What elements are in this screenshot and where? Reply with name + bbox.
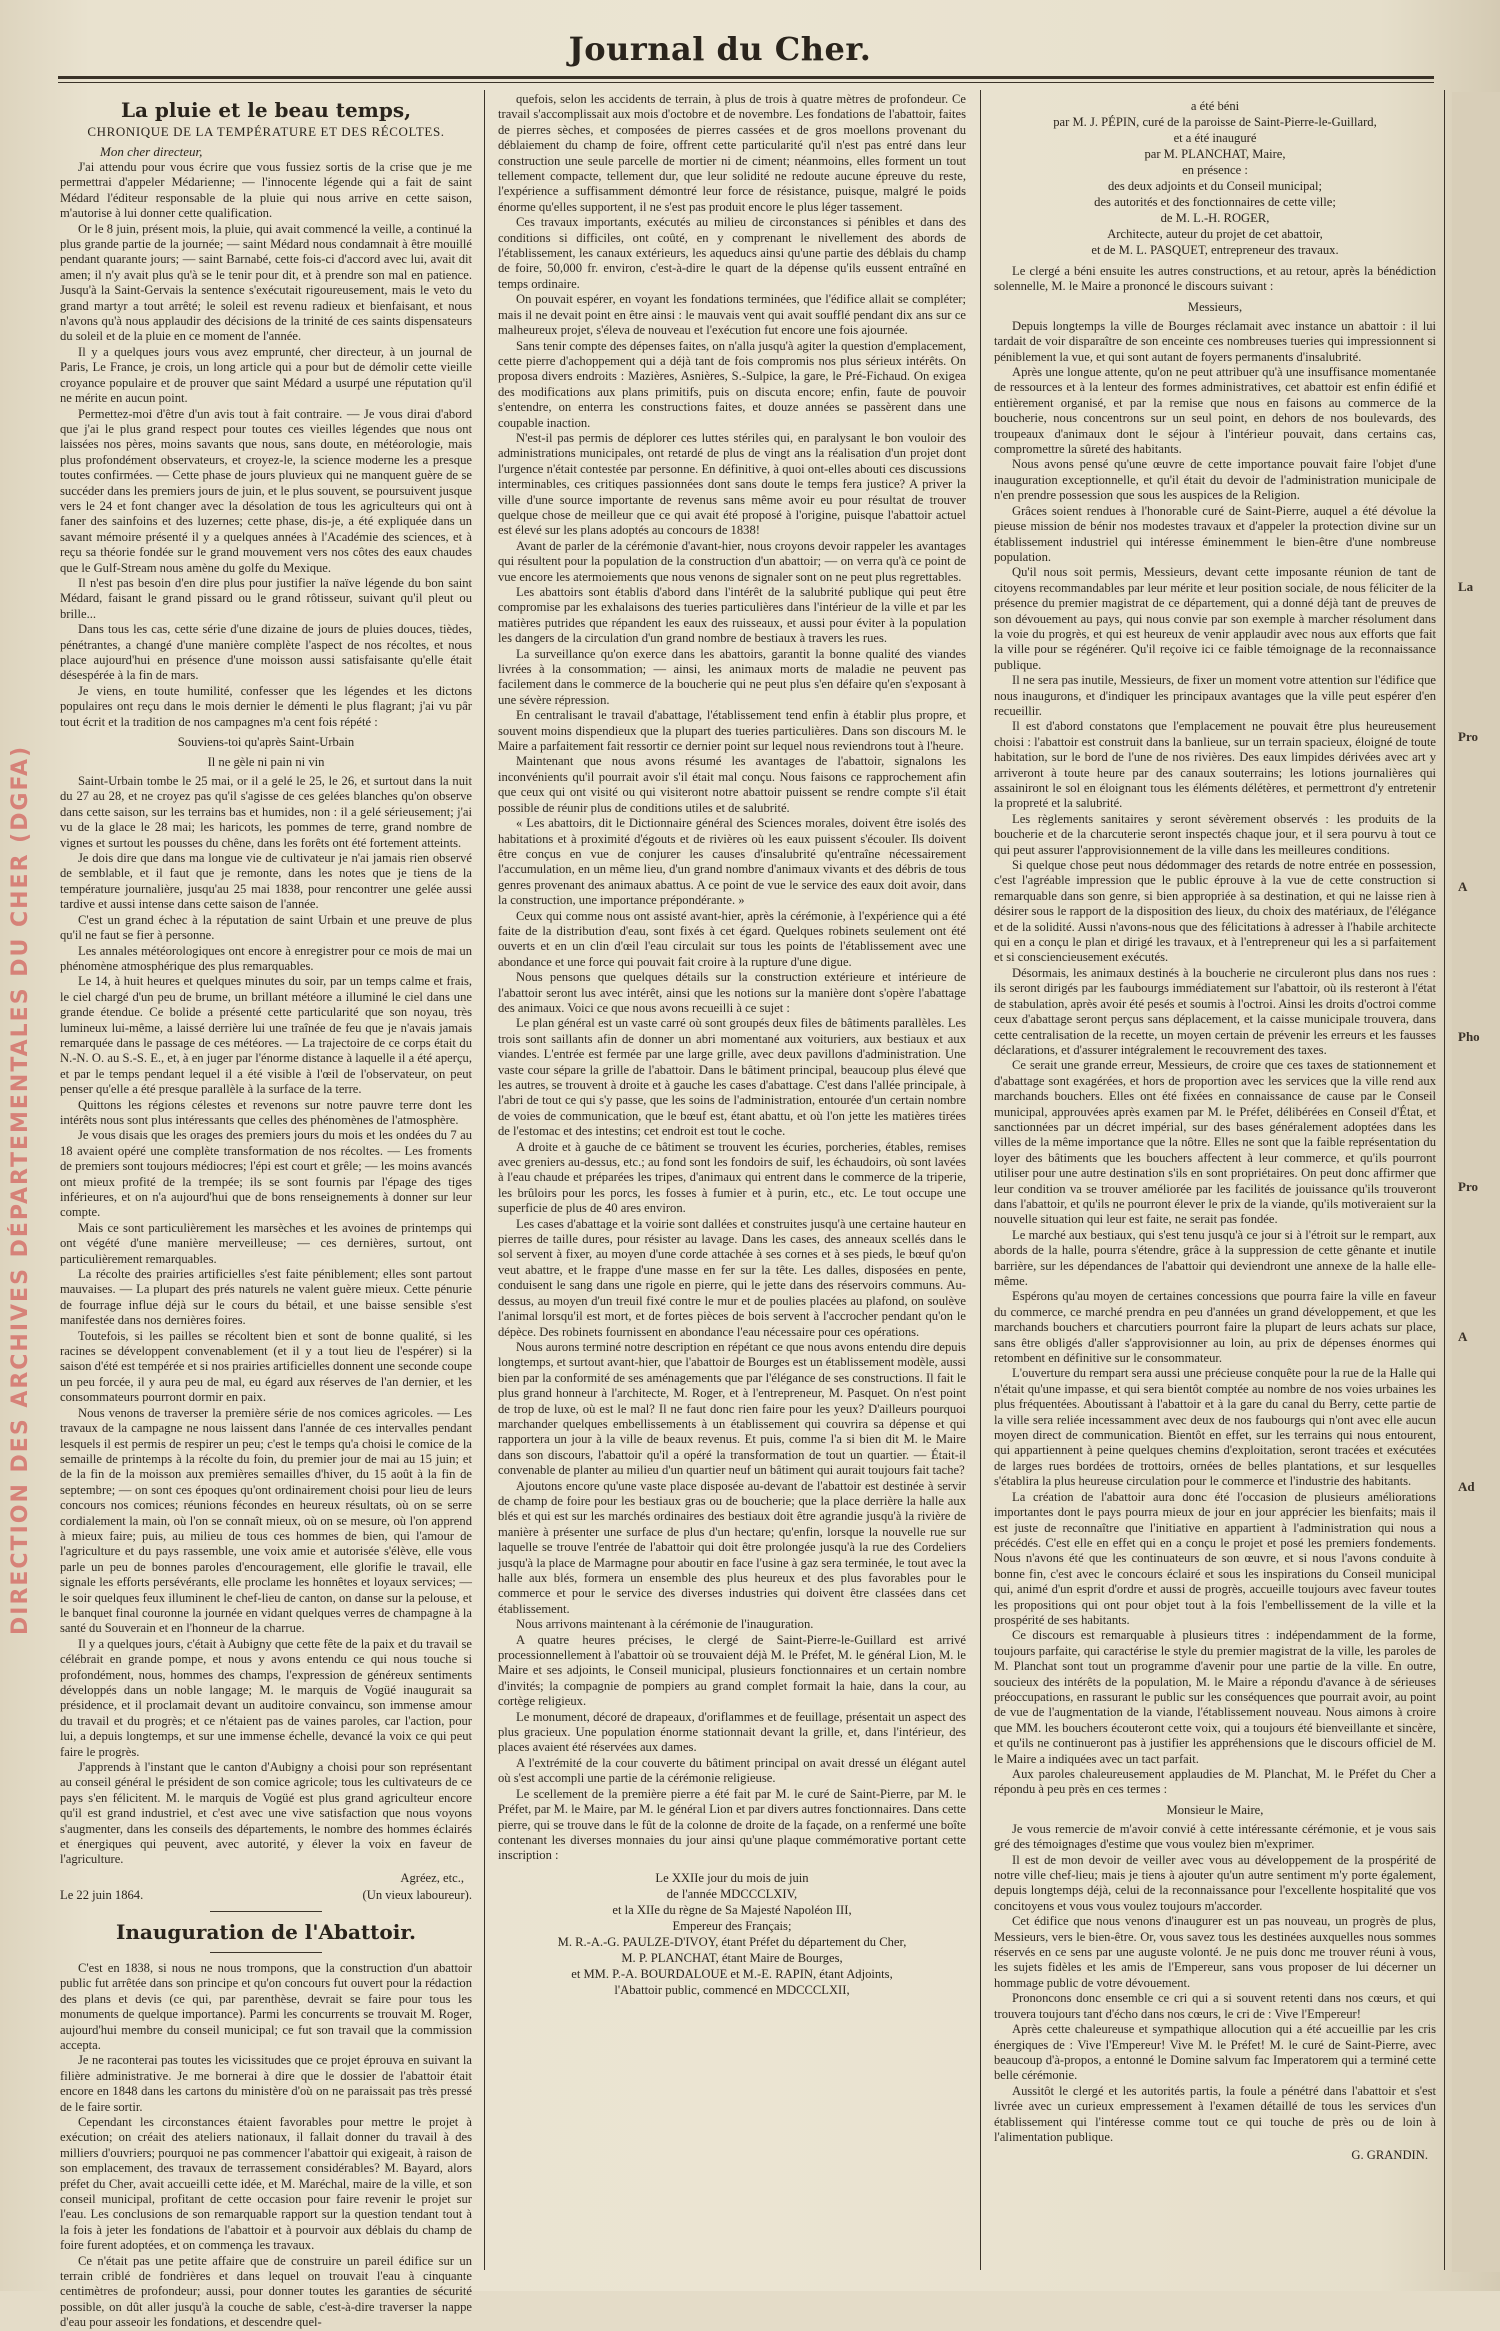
inscription-line: en présence : — [1182, 163, 1248, 177]
closing-line: Agréez, etc., — [400, 1870, 464, 1885]
inscription-line: Le XXIIe jour du mois de juin — [655, 1870, 809, 1885]
margin-fragments — [1452, 572, 1500, 1502]
paragraph: « Les abattoirs, dit le Dictionnaire général des Sciences morales, doivent être isolés des habitations et à proximité d'égouts et de rivières où les eaux puissent s'écouler. Ils doivent être conçus en vue de conjurer les causes d'insalubrité qu'entraîne nécessairement l'accumulation, en un même lieu, d'un grand nombre d'animaux vivants et des débris de tous genres provenant des animaux abattus. A ce point de vue le service des eaux doit avoir, dans la construction, une importance prépondérante. » — [498, 816, 966, 908]
column-rule — [484, 90, 485, 2270]
paragraph: Aux paroles chaleureusement applaudies de M. Planchat, M. le Préfet du Cher a répondu à peu près en ces termes : — [994, 1767, 1436, 1797]
paragraph: La surveillance qu'on exerce dans les abattoirs, garantit la bonne qualité des viandes livrées à la consommation; — ainsi, les animaux morts de maladie ne peuvent pas facilement dans le commerce de la boucherie qui ne peut plus s'en défaire qu'en s'exposant à une sévère répression. — [498, 646, 966, 707]
paragraph: Si quelque chose peut nous dédommager des retards de notre entrée en possession, c'est l'agréable impression que le public éprouve à la vue de cette construction si remarquable dans son genre, si bien appropriée à sa destination, et qui ne laisse rien à désirer sous le rapport de la disposition des lieux, du choix des matériaux, de l'élégance et de la solidité. Aussi n'avons-nous que des félicitations à adresser à l'habile architecte qui en a conçu le plan et dirigé les travaux, et à l'entrepreneur qui les a si parfaitement et si consciencieusement exécutés. — [994, 858, 1436, 965]
inscription-line: et la XIIe du règne de Sa Majesté Napoléon III, — [612, 1902, 852, 1917]
paragraph: Il y a quelques jours, c'était à Aubigny que cette fête de la paix et du travail se célébrait en grande pompe, et nous y avons entendu ce qui nous touche si profondément, nous, hommes des champs, l'expression de généreux sentiments développés dans un noble langage; M. le marquis de Vogüé inaugurait sa présidence, et il proclamait devant un auditoire convaincu, son immense amour du travail et du progrès; et ce n'étaient pas de vaines paroles, car l'action, pour lui, a depuis longtemps, et sur une immense échelle, devancé la voix ce qui peut faire le progrès. — [60, 1636, 472, 1759]
paragraph: Le marché aux bestiaux, qui s'est tenu jusqu'à ce jour si à l'étroit sur le rempart, aux abords de la halle, pourra s'étendre, grâce à la suppression de cette gênante et inutile barrière, sur les dépendances de l'abattoir qui deviendront une annexe de la halle elle-même. — [994, 1227, 1436, 1288]
paragraph: Le clergé a béni ensuite les autres constructions, et au retour, après la bénédiction solennelle, M. le Maire a prononcé le discours suivant : — [994, 264, 1436, 294]
inscription — [498, 1870, 966, 1998]
paragraph: Après une longue attente, qu'on ne peut attribuer qu'à une insuffisance momentanée de ressources et à la lenteur des formes administratives, cet abattoir est enfin édifié et entièrement organisé, et par la remise que nous en faisons au commerce de la boucherie, nous concentrons sur un seul point, en dehors de nos boulevards, des troupeaux d'animaux dont le séjour à l'intérieur pouvait, dans certains cas, compromettre la sûreté des habitants. — [994, 365, 1436, 457]
paragraph: Nous arrivons maintenant à la cérémonie de l'inauguration. — [516, 1617, 814, 1632]
paragraph: Il est d'abord constatons que l'emplacement ne pouvait être plus heureusement choisi : l'abattoir est construit dans la banlieue, sur un terrain spacieux, éloigné de toute habitation, sur le bord de l'une de nos rivières. Des eaux limpides dérivées avec art y arriveront à toute heure par des canaux souterrains; les lotions journalières qui assainiront le sol en éloignant tous les éléments délétères, et permettront d'y entretenir la propreté et la salubrité. — [994, 719, 1436, 811]
inscription-line: a été béni — [1190, 99, 1240, 113]
paragraph-group — [498, 92, 966, 1864]
inscription-line: des autorités et des fonctionnaires de cette ville; — [1094, 195, 1336, 209]
margin-fragment: Ad — [1458, 1479, 1475, 1494]
paragraph: Je dois dire que dans ma longue vie de cultivateur je n'ai jamais rien observé de semblable, et il faut que je remonte, dans les notes que je tiens de la température journalière, jusqu'au 25 mai 1838, pour rencontrer une gelée aussi tardive et aussi intense dans cette saison de l'année. — [60, 851, 472, 912]
paragraph: L'ouverture du rempart sera aussi une précieuse conquête pour la rue de la Halle qui n'était qu'une impasse, et qui sera bientôt comptée au nombre de nos voies urbaines les plus fréquentées. Aboutissant à l'abattoir et à la gare du canal du Berry, cette partie de la ville sera reliée incessamment avec deux de nos faubourgs qui n'ont avec elle aucun moyen direct de communication. Bientôt en effet, sur les terrains qui nous entourent, qui appartiennent à peine quelques chemins d'exploitation, seront tracées et exécutées de larges rues bordées de trottoirs, ornées de belles plantations, et sur lesquelles s'établira la plus heureuse circulation pour le commerce et l'industrie des habitants. — [994, 1366, 1436, 1489]
article-subhead: CHRONIQUE DE LA TEMPÉRATURE ET DES RÉCOLTES. — [87, 124, 445, 139]
masthead-rule-thin — [58, 82, 1434, 83]
paragraph: Mais ce sont particulièrement les marsèches et les avoines de printemps qui ont végété d'une manière merveilleuse; — ces dernières, surtout, ont particulièrement remarquables. — [60, 1220, 472, 1266]
paragraph: Sans tenir compte des dépenses faites, on n'alla jusqu'à agiter la question d'emplacement, cette pierre d'achoppement qui a déjà tant de fois compromis nos plus sérieux intérêts. On proposa divers endroits : Mazières, Asnières, S.-Sulpice, la gare, le Pré-Fichaud. On exigea des modifications aux plans primitifs, puis on discuta encore; enfin, faute de pouvoir s'entendre, on enterra les constructions faites, et douze années se passèrent dans une coupable inaction. — [498, 338, 966, 430]
paragraph: Il ne sera pas inutile, Messieurs, de fixer un moment votre attention sur l'édifice que nous inaugurons, et d'indiquer les principaux avantages que la ville peut espérer d'en recueillir. — [994, 673, 1436, 718]
paragraph: A quatre heures précises, le clergé de Saint-Pierre-le-Guillard est arrivé processionnellement à l'abattoir où se trouvaient déjà M. le Préfet, M. le général Lion, M. le Maire et ses adjoints, le Conseil municipal, plusieurs fonctionnaires et un certain nombre d'invités; la compagnie de pompiers au grand complet formait la haie, dans la cour, au cortège religieux. — [498, 1632, 966, 1709]
paragraph: On pouvait espérer, en voyant les fondations terminées, que l'édifice allait se compléter; mais il ne devait point en être ainsi : le mauvais vent qui avait soufflé pendant dix ans sur ce malheureux projet, s'éleva de nouveau et l'exécution fut encore une fois ajournée. — [498, 292, 966, 338]
paragraph: quefois, selon les accidents de terrain, à plus de trois à quatre mètres de profondeur. Ce travail s'accomplissait aux mois d'octobre et de novembre. Les fondations de l'abattoir, faites de pierres sèches, et composées de pierres cassées et de gros moellons provenant du déblaiement du champ de foire, offrent cette particularité qu'il n'est pas entré dans leur construction une seule parcelle de mortier ni de ciment; néanmoins, elles forment un tout tellement compacte, tellement dur, que leur solidité ne redoute aucune épreuve du reste, l'expérience a suffisamment démontré leur force de résistance, puisque, malgré le poids énorme qu'elles supportent, il ne s'est pas produit encore le plus léger tassement. — [498, 92, 966, 214]
paragraph: Les règlements sanitaires y seront sévèrement observés : les produits de la boucherie et de la charcuterie seront inspectés chaque jour, et il sera pourvu à tout ce qui peut assurer l'approvisionnement de la ville dans les meilleures conditions. — [994, 811, 1436, 857]
paragraph-group — [994, 264, 1436, 295]
inscription-line: par M. PLANCHAT, Maire, — [1144, 147, 1286, 161]
paragraph: Ceux qui comme nous ont assisté avant-hier, après la cérémonie, à l'expérience qui a été faite de la distribution d'eau, sont fixés à cet égard. Quelques robinets seulement ont été ouverts et en un clin d'œil l'eau circulait sur tous les points de l'établissement avec une abondance et une force qui pouvait fait croire à la rupture d'une digue. — [498, 908, 966, 969]
paragraph: Nous pensons que quelques détails sur la construction extérieure et intérieure de l'abattoir seront lus avec intérêt, ainsi que les notions sur la manière dont s'opère l'abattage des animaux. Voici ce que nous avons recueilli à ce sujet : — [498, 970, 966, 1015]
paragraph: La création de l'abattoir aura donc été l'occasion de plusieurs améliorations importantes dont le pays pourra mieux de jour en jour apprécier les bienfaits; mais il est juste de reconnaître que l'initiative en appartient à l'administration qui nous a précédés. C'est elle en effet qui en a conçu le projet et posé les premiers fondements. Nous n'avons été que les continuateurs de son œuvre, et si nous l'avons conduite à bonne fin, c'est avec le concours éclairé et sous les inspirations du Conseil municipal qui, animé d'un esprit d'ordre et aussi de progrès, accueille toujours avec faveur toutes les propositions qui ont pour objet tout à la fois l'embellissement de la ville et la prospérité de ses habitants. — [994, 1489, 1436, 1627]
paragraph: Ce n'était pas une petite affaire que de construire un pareil édifice sur un terrain criblé de fondrières et dans lequel on trouvait l'eau à cinquante centimètres de profondeur; aussi, pour donner toutes les garanties de sécurité possible, on dût aller jusqu'à la couche de sable, c'est-à-dire traverser la nappe d'eau pour asseoir les fondations, et descendre quel- — [60, 2253, 472, 2330]
paragraph-group — [994, 1822, 1436, 2146]
paragraph: Dans tous les cas, cette série d'une dizaine de jours de pluies douces, tièdes, pénétrantes, a changé d'une manière complète l'aspect de nos récoltes, et nous place aujourd'hui en présence d'une moisson aussi satisfaisante qu'elle était désespérée à la fin de mars. — [60, 622, 472, 683]
inscription-line: de M. L.-H. ROGER, — [1160, 211, 1270, 225]
paragraph: N'est-il pas permis de déplorer ces luttes stériles qui, en paralysant le bon vouloir des administrations municipales, ont retardé de plus de vingt ans la réalisation d'un projet dont l'urgence n'était contestée par personne. En définitive, à quoi ont-elles abouti ces discussions interminables, ces critiques passionnées dont sans doute le temps fera justice? A priver la ville d'une source importante de revenus sans même avoir eu pour résultat de trouver quelque chose de meilleur que ce qui avait été proposé à l'origine, puisque l'abattoir actuel est élevé sur les plans adoptés au concours de 1838! — [498, 430, 966, 538]
paragraph: Avant de parler de la cérémonie d'avant-hier, nous croyons devoir rappeler les avantages qui résultent pour la population de la construction d'un abattoir; — on verra qu'à ce point de vue encore les atermoiements que nous venons de signaler sont on ne peut plus regrettables. — [498, 538, 966, 584]
article-signature: G. GRANDIN. — [1351, 2148, 1428, 2163]
speech-salutation: Messieurs, — [1187, 299, 1243, 314]
inscription-line: des deux adjoints et du Conseil municipal; — [1107, 179, 1323, 193]
inscription-line: M. R.-A.-G. PAULZE-D'IVOY, étant Préfet du département du Cher, — [557, 1934, 907, 1949]
paragraph: Je vous remercie de m'avoir convié à cette intéressante cérémonie, et je vous sais gré des témoignages d'estime que vous voulez bien m'exprimer. — [994, 1821, 1436, 1852]
masthead: Journal du Cher. — [568, 30, 872, 68]
paragraph: Après cette chaleureuse et sympathique allocution qui a été accueillie par les cris énergiques de : Vive l'Empereur! Vive M. le Préfet! M. le curé de Saint-Pierre, avec beaucoup d'à-propos, a entonné le Domine salvum fac Imperatorem qui a terminé cette belle cérémonie. — [994, 2022, 1436, 2083]
inscription-line: et MM. P.-A. BOURDALOUE et M.-E. RAPIN, étant Adjoints, — [571, 1966, 893, 1981]
paragraph: C'est un grand échec à la réputation de saint Urbain et une preuve de plus qu'il ne faut se fier à personne. — [60, 912, 472, 943]
column-1 — [60, 92, 472, 2330]
salutation: Mon cher directeur, — [100, 144, 203, 159]
article-headline: Inauguration de l'Abattoir. — [115, 1919, 417, 1944]
paragraph: Les cases d'abattage et la voirie sont dallées et construites jusqu'à une certaine hauteur en pierres de taille dures, pour résister au lavage. Dans les cases, des anneaux scellés dans le sol servent à fixer, au moyen d'une corde attachée à ses cornes et à ses pieds, le bœuf qu'on veut abattre, et le frappe d'une masse en fer sur la tête. Les dalles, disposées en pente, conduisent le sang dans une rigole en pierre, qui le jette dans des réservoirs communs. Au-dessus, au moyen d'un treuil fixé contre le mur et de poulies placées au plafond, on soulève l'animal lorsqu'il est mort, et de fortes pièces de bois servent à l'accrocher pendant qu'on le dépèce. Des robinets fournissent en abondance l'eau nécessaire pour ces opérations. — [498, 1216, 966, 1339]
paragraph: Permettez-moi d'être d'un avis tout à fait contraire. — Je vous dirai d'abord que j'ai le plus grand respect pour toutes ces vieilles légendes que nous ont laissées nos pères, moins savants que nous, sans doute, en météorologie, mais plus profondément observateurs, et croyez-le, la science moderne les a presque toutes confirmées. — Cette phase de jours pluvieux qui ne manquent guère de se succéder dans les premiers jours de juin, et le plus souvent, se poursuivent jusque vers le 24 et font changer avec la désolation de tous les agriculteurs qui ont à faner des sainfoins et des luzernes; cette phase, dis-je, a été expliquée dans un savant mémoire présenté il y a quelques années à l'Académie des sciences, et à reçu sa théorie fondée sur le grand mouvement vers nos côtes des eaux chaudes que le Gulf-Stream nous amène du golfe du Mexique. — [60, 406, 472, 575]
paragraph: Grâces soient rendues à l'honorable curé de Saint-Pierre, auquel a été dévolue la pieuse mission de bénir nos modestes travaux et d'appeler la protection divine sur un établissement industriel qui intéresse éminemment le bien-être d'une nombreuse population. — [994, 503, 1436, 564]
paragraph: Les annales météorologiques ont encore à enregistrer pour ce mois de mai un phénomène atmosphérique des plus remarquables. — [60, 943, 472, 973]
paragraph: Prononcons donc ensemble ce cri qui a si souvent retenti dans nos cœurs, et qui trouvera toujours tant d'écho dans nos cœurs, le cri de : Vive l'Empereur! — [994, 1991, 1436, 2021]
paragraph: Maintenant que nous avons résumé les avantages de l'abattoir, signalons les inconvénients qu'il pourrait avoir s'il était mal conçu. Nous faisons ce rapprochement afin que ceux qui ont visité ou qui visiteront notre abattoir puissent se rendre compte s'il était possible de réunir plus de conditions utiles et de salubrité. — [498, 754, 966, 815]
paragraph: Ces travaux importants, exécutés au milieu de circonstances si pénibles et dans des conditions si difficiles, ont coûté, en y comprenant le nivellement des abords de l'établissement, les canaux extérieurs, les aqueducs ainsi qu'une partie des déblais du champ de foire, 50,000 fr. environ, c'est-à-dire le quart de la dépense qu'ils eussent entraîné en temps ordinaire. — [498, 215, 966, 291]
paragraph: Les abattoirs sont établis d'abord dans l'intérêt de la salubrité publique qui peut être compromise par les exhalaisons des tueries particulières dans l'intérieur de la ville et par les matières putrides que répandent les eaux des ruisseaux, et aussi pour éviter à la population les dangers de la circulation d'un grand nombre de bestiaux à travers les rues. — [498, 585, 966, 646]
paragraph: Il y a quelques jours vous avez emprunté, cher directeur, à un journal de Paris, Le France, je crois, un long article qui a pour but de démolir cette vieille croyance populaire et de prouver que saint Médard a usurpé une réputation qu'il ne mérite en aucun point. — [60, 344, 472, 406]
paragraph: J'apprends à l'instant que le canton d'Aubigny a choisi pour son représentant au conseil général le président de son comice agricole; tous les cultivateurs de ce pays s'en félicitent. M. le marquis de Vogüé est plus grand agriculteur encore qu'il est grand industriel, et c'est avec une vive satisfaction que nous voyons s'augmenter, dans les conseils des départements, le nombre des hommes éclairés et énergiques qui peuvent, avec autorité, y élever la voix en faveur de l'agriculture. — [60, 1760, 472, 1867]
article-headline: La pluie et le beau temps, — [120, 98, 412, 122]
margin-fragment: Pro — [1458, 729, 1478, 744]
paragraph: Or le 8 juin, présent mois, la pluie, qui avait commencé la veille, a continué la plus grande partie de la journée; — saint Médard nous condamnait à être mouillé pendant quarante jours; — saint Barnabé, cette fois-ci d'accord avec lui, avait dit amen; il n'y avait plus qu'à se le tenir pour dit, et à prendre son mal en patience. Jusqu'à la Saint-Gervais la sentence s'exécutait rigoureusement, mais le veto du grand martyr a tout arrêté; le soleil est revenu radieux et bienfaisant, et nous n'avons qu'à nous applaudir des décisions de la trinité de ces saints dispensateurs du soleil et de la pluie en ce moment de l'année. — [60, 221, 472, 344]
paragraph: Nous avons pensé qu'une œuvre de cette importance pouvait faire l'objet d'une inauguration exceptionnelle, et qu'il était du devoir de l'administration municipale de n'en prendre possession que sous les auspices de la Religion. — [994, 457, 1436, 503]
paragraph-group — [60, 1961, 472, 2331]
cropped-next-page — [1452, 92, 1500, 2272]
speech-salutation: Monsieur le Maire, — [1166, 1802, 1264, 1817]
inscription-line: M. P. PLANCHAT, étant Maire de Bourges, — [621, 1950, 843, 1965]
article-separator — [210, 1952, 322, 1953]
margin-fragment: A — [1458, 1329, 1468, 1344]
column-2 — [498, 92, 966, 2272]
letter-date: Le 22 juin 1864. — [60, 1887, 144, 1902]
paragraph: Espérons qu'au moyen de certaines concessions que pourra faire la ville en faveur du commerce, ce marché prendra en peu d'années un grand développement, et que les marchands bouchers et charcutiers pourront faire la plupart de leurs achats sur place, sans être obligés d'aller s'approvisionner au loin, au prix de dépenses énormes qui retombent en définitive sur le consommateur. — [994, 1289, 1436, 1366]
paragraph: Je viens, en toute humilité, confesser que les légendes et les dictons populaires ont reçu dans le mois dernier le démenti le plus flagrant; j'ai vu pâr tout écrit et la tradition de nos campagnes m'a cent fois répété : — [60, 683, 472, 729]
letter-signature: (Un vieux laboureur). — [362, 1887, 472, 1902]
verse-line: Souviens-toi qu'après Saint-Urbain — [177, 735, 355, 750]
paragraph: Ce serait une grande erreur, Messieurs, de croire que ces taxes de stationnement et d'abattage sont exagérées, et hors de proportion avec les services que la ville rend aux marchands bouchers. Elles ont été fixées en connaissance de cause par le Conseil municipal, approuvées après examen par M. le Préfet, délibérées en Conseil d'État, et sanctionnées par un décret impérial, sur des bases généralement adoptées dans les villes de la même importance que la nôtre. Elles ne sont que la faible représentation du loyer des bâtiments que les bouchers affectent à leur commerce, et qu'ils pourront utiliser pour une autre destination s'ils en sont propriétaires. On peut donc affirmer que leur condition va se trouver améliorée par les facilités de jouissance qu'ils trouveront dans l'abattoir, et qu'ils ne pourront élever le prix de la viande, qu'ils motiveraient sur la nouvelle situation qui leur est faite, ne serait pas fondée. — [994, 1058, 1436, 1227]
paragraph: Il n'est pas besoin d'en dire plus pour justifier la naïve légende du bon saint Médard, faisant le grand pissard ou le grand rôtisseur, suivant qu'il pleut ou brille... — [60, 575, 472, 621]
inscription-line: et de M. L. PASQUET, entrepreneur des travaux. — [1091, 243, 1339, 257]
inscription-line: de l'année MDCCCLXIV, — [666, 1886, 798, 1901]
margin-fragment: Pro — [1458, 1179, 1478, 1194]
column-rule — [980, 90, 981, 2270]
paragraph: En centralisant le travail d'abattage, l'établissement tend enfin à établir plus propre, et souvent moins dispendieux que la plupart des tueries particulières. Dans son discours M. le Maire a parfaitement fait ressortir ce dernier point sur lequel nous reviendrons tout à l'heure. — [498, 708, 966, 754]
paragraph: Le monument, décoré de drapeaux, d'oriflammes et de feuillage, présentait un aspect des plus gracieux. Une population énorme stationnait devant la grille, et, dans l'intérieur, des places avaient été réservées aux dames. — [498, 1709, 966, 1755]
paragraph-group — [994, 319, 1436, 1798]
paragraph: Cet édifice que nous venons d'inaugurer est un pas nouveau, un progrès de plus, Messieurs, vers le bien-être. Or, vous savez tous les destinées auxquelles nous sommes réservés en ce sens par une auguste volonté. Je ne puis donc me trouver réuni à vous, les sujets fidèles et les amis de l'Empereur, sans vous proposer de lui décerner un hommage public de votre dévouement. — [994, 1914, 1436, 1990]
paragraph: Il est de mon devoir de veiller avec vous au développement de la prospérité de notre ville chef-lieu; mais je tiens à ajouter qu'un autre sentiment m'y porte également, depuis longtemps déjà, celui de la reconnaissance pour l'excellente hospitalité que vos concitoyens et vous vous voulez toujours m'accorder. — [994, 1852, 1436, 1913]
masthead-rule — [58, 76, 1434, 79]
paragraph: A l'extrémité de la cour couverte du bâtiment principal on avait dressé un élégant autel où s'est accompli une partie de la cérémonie religieuse. — [498, 1755, 966, 1786]
paragraph-group — [60, 160, 472, 730]
paragraph: Je ne raconterai pas toutes les vicissitudes que ce projet éprouva en suivant la filière administrative. Je me bornerai à dire que le dossier de l'abattoir était encore en 1848 dans les cartons du ministère d'où on ne paraissait pas très pressé de le faire sortir. — [60, 2053, 472, 2114]
article-separator — [210, 1911, 322, 1912]
inscription-end — [994, 98, 1436, 258]
paragraph: Depuis longtemps la ville de Bourges réclamait avec instance un abattoir : il lui tardait de voir disparaître de son enceinte ces nombreuses tueries qui impressionnent si péniblement la vue, et qui sont autant de foyers permanents d'insalubrité. — [994, 318, 1436, 364]
paragraph: Saint-Urbain tombe le 25 mai, or il a gelé le 25, le 26, et surtout dans la nuit du 27 au 28, et ne croyez pas qu'il s'agisse de ces gelées blanches qu'on observe dans cette saison, sur les terrains bas et humides, non : il a gelé sérieusement; j'ai vu de la glace le 28 mai; les haricots, les pommes de terre, grand nombre de vignes et surtout les pousses du chêne, dans les forêts ont été fortement atteints. — [60, 774, 472, 850]
paragraph: Nous aurons terminé notre description en répétant ce que nous avons entendu dire depuis longtemps, et surtout avant-hier, que l'abattoir de Bourges est un établissement modèle, aussi bien par la conformité de ses aménagements que par l'élégance de ses constructions. Il fait le plus grand honneur à l'architecte, M. Roger, et à l'entrepreneur, M. Pasquet. On n'est point de trop de luxe, où est le mal? Il ne faut donc rien faire pour les yeux? D'ailleurs pourquoi marchander quelques embellissements à un établissement qui couvrira sa dépense et qui rapportera un jour à la ville de beaux revenus. Et puis, comme l'a si bien dit M. le Maire dans son discours, l'abattoir qu'il a opéré la transformation de tout un quartier. — Était-il convenable de planter au milieu d'un quartier neuf un bâtiment qui aurait toujours fait tache? — [498, 1339, 966, 1478]
margin-fragment: Pho — [1458, 1029, 1480, 1044]
paragraph: Ce discours est remarquable à plusieurs titres : indépendamment de la forme, toujours parfaite, qui caractérise le style du premier magistrat de la ville, les paroles de M. Planchat sont tout un programme d'avenir pour une partie de la ville. En outre, soucieux des intérêts de la population, M. le Maire a répondu d'avance à de sérieuses préoccupations, en rassurant le public sur les conséquences que pourrait avoir, au point de vue de l'augmentation de la viande, l'établissement nouveau. Nous aimons à croire que MM. les bouchers écouteront cette voix, qui a toujours été bienveillante et sincère, et qu'ils ne continueront pas à justifier les appréhensions que le discours officiel de M. le Maire a indiquées avec un tact parfait. — [994, 1628, 1436, 1766]
column-rule — [1444, 90, 1445, 2270]
archive-stamp: DIRECTION DES ARCHIVES DÉPARTEMENTALES DU CHER (DGFA) — [8, 744, 33, 1636]
paragraph: Le scellement de la première pierre a été fait par M. le curé de Saint-Pierre, par M. le Préfet, par M. le Maire, par M. le général Lion et par divers autres fonctionnaires. Dans cette pierre, qui se trouve dans le fût de la colonne de droite de la façade, on a renfermé une boîte contenant les diverses monnaies du jour ainsi qu'une plaque commémorative portant cette inscription : — [498, 1786, 966, 1863]
inscription-line: par M. J. PÉPIN, curé de la paroisse de Saint-Pierre-le-Guillard, — [1053, 115, 1377, 129]
paragraph: La récolte des prairies artificielles s'est faite péniblement; elles sont partout mauvaises. — La plupart des prés naturels ne valent guère mieux. Cette pénurie de fourrage influe déjà sur le cours du bétail, et une baisse sensible s'est manifestée dans nos dernières foires. — [60, 1267, 472, 1328]
inscription-line: Empereur des Français; — [672, 1918, 792, 1933]
inscription-line: l'Abattoir public, commencé en MDCCCLXII, — [614, 1982, 850, 1997]
paragraph-group — [60, 774, 472, 1868]
dateline — [60, 1888, 472, 1903]
paragraph: Qu'il nous soit permis, Messieurs, devant cette imposante réunion de tant de citoyens recommandables par leur mérite et leur position sociale, de nous féliciter de la présence du premier magistrat de ce département, qui a donné déjà tant de preuves de son dévouement au pays, qui nous convie par son exemple à marcher résolument dans la voie du progrès, et qui est heureux de venir applaudir avec nous aux efforts que fait la ville pour se régénérer. Qu'il reçoive ici ce faible témoignage de la reconnaissance publique. — [994, 565, 1436, 672]
column-3 — [994, 92, 1436, 2272]
inscription-line: et a été inauguré — [1173, 131, 1257, 145]
paragraph: Quittons les régions célestes et revenons sur notre pauvre terre dont les intérêts nous sont plus intéressants que celles des phénomènes de l'atmosphère. — [60, 1097, 472, 1127]
paragraph: Le 14, à huit heures et quelques minutes du soir, par un temps calme et frais, le ciel chargé d'un peu de brume, un brillant météore a illuminé le ciel dans une grande étendue. Ce bolide a présenté cette particularité que son noyau, très lumineux lui-même, a laissé derrière lui une traînée de feu que je n'avais jamais remarquée dans le passage de ces météores. — La trajectoire de ce corps était du N.-N. O. au S.-S. E., et, à en juger par l'énorme distance à laquelle il a été aperçu, et par le temps pendant lequel il a été visible à l'œil de l'observateur, on peut penser qu'elle a été presque parallèle à la surface de la terre. — [60, 974, 472, 1097]
paragraph: Le plan général est un vaste carré où sont groupés deux files de bâtiments parallèles. Les trois sont saillants afin de donner un abri momentané aux voituriers, aux bestiaux et aux viandes. L'entrée est fermée par une large grille, avec deux pavillons d'administration. Une vaste cour sépare la grille de l'abattoir. Dans le bâtiment principal, beaucoup plus élevé que les autres, se trouvent à droite et à gauche les cases d'abattage. C'est dans l'allée principale, à l'abri de tout ce qui s'y passe, que les soins de l'administration, entourée d'un certain nombre de voies de communication, que le bœuf est, étant abattu, et où l'on jette les matières tirées de l'estomac et des intestins; cet endroit est tout le coche. — [498, 1016, 966, 1139]
paragraph: Toutefois, si les pailles se récoltent bien et sont de bonne qualité, si les racines se développent convenablement (et il y a tout lieu de l'espérer) si la saison d'été est tempérée et si nos prairies artificielles donnent une seconde coupe un peu forcée, il y aura peu de mal, eu égard aux réserves de l'an dernier, et les consommateurs pourront dormir en paix. — [60, 1328, 472, 1405]
paragraph: Nous venons de traverser la première série de nos comices agricoles. — Les travaux de la campagne ne nous laissent dans l'année de ces intervalles pendant lesquels il est permis de respirer un peu; c'est le temps qu'a choisi le comice de la semaille de printemps à la récolte du foin, du premier jour de mai au 15 juin; et de la fin de la moisson aux premières semailles d'hiver, du 15 août à la fin de septembre; — on sont ces époques qu'ont ordinairement choisi pour lieu de leurs concours nos comices; réunions fécondes en heureux résultats, où on se serre cordialement la main, où l'on se connaît mieux, où on se mesure, où l'on apprend à mieux faire; puis, au milieu de tous ces hommes de bien, qui l'amour de l'agriculture et du pays rassemble, une voix amie et autorisée s'élève, elle vous parle un peu de bonnes paroles d'encouragement, elle glorifie le travail, elle signale les efforts persévérants, elle proclame les honnêtes et loyaux services; — le soir quelques feux illuminent le chef-lieu de canton, on danse sur la pelouse, et le banquet final couronne la journée en vidant quelques verres de champagne à la santé du Souverain et en l'honneur de la charrue. — [60, 1405, 472, 1636]
paragraph: Cependant les circonstances étaient favorables pour mettre le projet à exécution; on créait des ateliers nationaux, il fallait donner du travail à des milliers d'ouvriers; pourquoi ne pas commencer l'abattoir qui exigeait, à raison de son emplacement, des travaux de terrassement considérables? M. Bayard, alors préfet du Cher, avait accueilli cette idée, et M. Maréchal, maire de la ville, et son conseil municipal, profitant de cette occasion pour faire revenir le projet sur l'eau. Les conclusions de son remarquable rapport sur la question tendant tout à la fois à jeter les fondations de l'abattoir et à pourvoir aux déblais du champ de foire furent adoptées, et on commença les travaux. — [60, 2114, 472, 2253]
paragraph: Je vous disais que les orages des premiers jours du mois et les ondées du 7 au 18 avaient opéré une complète transformation de nos récoltes. — Les froments de premiers sont toujours médiocres; l'épi est court et grêle; — les moins avancés ont mieux profité de la trempée; ils se sont fournis par l'épage des tiges inférieures, et on n'a aujourd'hui que de bons renseignements à donner sur leur compte. — [60, 1128, 472, 1220]
inscription-line: Architecte, auteur du projet de cet abattoir, — [1107, 227, 1323, 241]
paragraph: Ajoutons encore qu'une vaste place disposée au-devant de l'abattoir est destinée à servir de champ de foire pour les bestiaux gras ou de boucherie; que la place derrière la halle aux blés et qui est sur les marchés ordinaires des bestiaux doit être agrandie jusqu'à la rivière de manière à présenter une surface de plus d'un hectare; qu'enfin, lorsque la nouvelle rue sur laquelle se trouve l'entrée de l'abattoir qui doit être prolongée jusqu'à la rue des Cordeliers jusqu'à la place de Marmagne pour aboutir en face l'usine à gaz sera terminée, le tout avec la halle aux blés, formera un ensemble des plus heureux et des plus favorables pour le commerce et pour le service des diverses industries qui doivent être classées dans cet établissement. — [498, 1478, 966, 1616]
margin-fragment: La — [1458, 579, 1474, 594]
paragraph: Désormais, les animaux destinés à la boucherie ne circuleront plus dans nos rues : ils seront dirigés par les faubourgs immédiatement sur l'abattoir, où ils resteront à l'état de stabulation, après avoir été pesés et soumis à l'octroi. Ainsi les droits d'octroi comme ceux d'abattage seront perçus sans déplacement, et la caisse municipale trouvera, dans cette centralisation de la recette, un moyen certain de prévenir les erreurs et les fausses déclarations, et d'assurer intégralement le recouvrement des taxes. — [994, 965, 1436, 1057]
paragraph: J'ai attendu pour vous écrire que vous fussiez sortis de la crise que je me permettrai d'appeler Médarienne; — l'innocente légende qui a fait de saint Médard l'éditeur responsable de la pluie qui nous arrive en cette saison, m'autorise à lui donner cette qualification. — [60, 160, 472, 221]
paragraph: Aussitôt le clergé et les autorités partis, la foule a pénétré dans l'abattoir et s'est livrée avec un curieux empressement à l'examen détaillé de tous les services d'un établissement qui l'intéresse comme tout ce qui touche de près ou de loin à l'alimentation publique. — [994, 2083, 1436, 2144]
verse-line: Il ne gèle ni pain ni vin — [207, 755, 325, 770]
paragraph: A droite et à gauche de ce bâtiment se trouvent les écuries, porcheries, étables, remises avec greniers au-dessus, etc.; au fond sont les fondoirs de suif, les échaudoirs, où sont lavées à l'eau chaude et préparées les tripes, d'animaux qui entrent dans le commerce de la triperie, les brûloirs pour les porcs, les fosses à fumier et à purin, etc., etc. Le tout occupe une superficie de plus de 40 ares environ. — [498, 1139, 966, 1216]
paragraph: C'est en 1838, si nous ne nous trompons, que la construction d'un abattoir public fut arrêtée dans son principe et qu'on concours fut ouvert pour la rédaction des plans et devis (ce qui, par parenthèse, devrait se faire pour tous les monuments de quelque importance). Parmi les concurrents se trouvait M. Roger, aujourd'hui membre du conseil municipal; ce fut son travail que la commission accepta. — [60, 1960, 472, 2052]
margin-fragment: A — [1458, 879, 1468, 894]
